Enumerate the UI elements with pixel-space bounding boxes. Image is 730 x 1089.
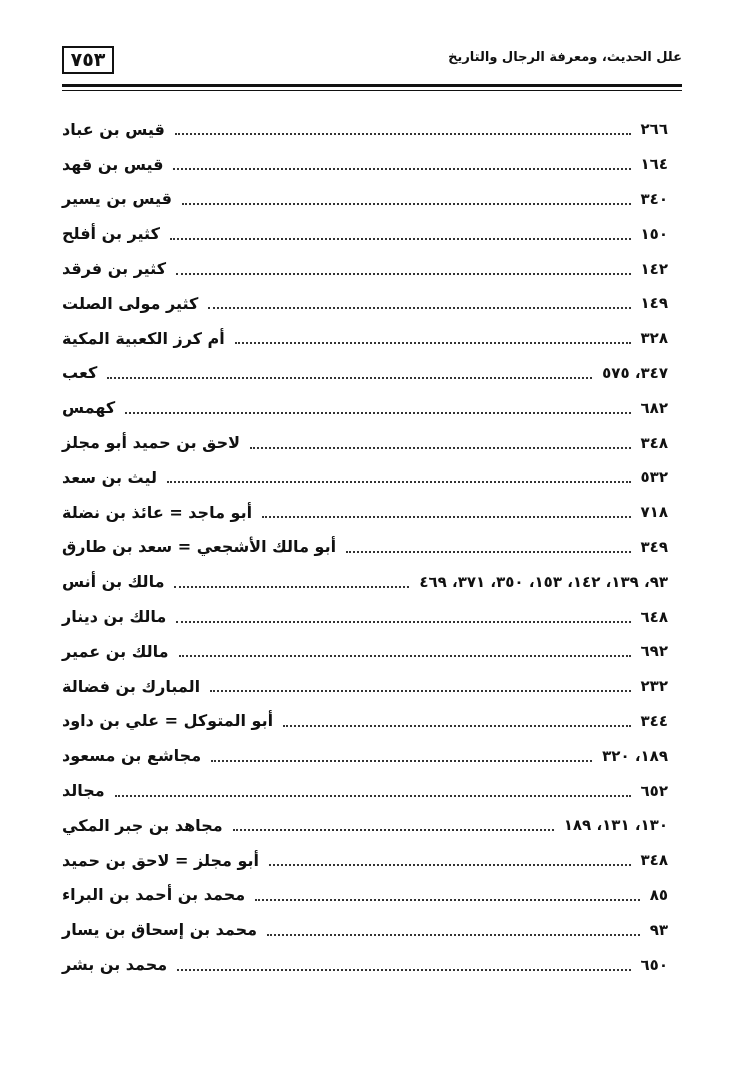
entry-name: كثير بن فرقد [62, 259, 167, 279]
index-entry [62, 530, 668, 565]
entry-pages: ٦٥٢ [640, 781, 668, 800]
entry-pages: ٩٣ [649, 920, 668, 939]
entry-pages: ١٤٩ [640, 294, 668, 313]
entry-pages: ٦٩٢ [640, 642, 668, 661]
entry-pages: ١٤٢ [640, 259, 668, 278]
dot-leader [210, 690, 630, 692]
index-entry [62, 147, 668, 182]
entry-pages: ١٨٩، ٣٢٠ [602, 746, 668, 765]
dot-leader [235, 342, 631, 344]
dot-leader [175, 133, 631, 135]
entry-name: كهمس [62, 398, 116, 418]
entry-name: أبو مالك الأشجعي = سعد بن طارق [62, 537, 337, 557]
entry-pages: ٥٣٢ [640, 468, 668, 487]
index-list [62, 112, 668, 982]
entry-name: أبو ماجد = عائذ بن نضلة [62, 502, 253, 522]
entry-name: أم كرز الكعبية المكية [62, 328, 225, 348]
index-entry [62, 425, 668, 460]
dot-leader [346, 551, 630, 553]
index-entry [62, 704, 668, 739]
index-entry [62, 912, 668, 947]
index-entry [62, 808, 668, 843]
entry-pages: ٦٨٢ [640, 398, 668, 417]
entry-pages: ١٣٠، ١٣١، ١٨٩ [563, 816, 668, 835]
entry-pages: ٣٢٨ [640, 329, 668, 348]
index-entry [62, 564, 668, 599]
dot-leader [267, 934, 640, 936]
page-header [62, 46, 682, 78]
entry-name: مالك بن دينار [62, 607, 167, 627]
entry-pages: ٧١٨ [640, 503, 668, 522]
dot-leader [174, 586, 409, 588]
index-entry [62, 390, 668, 425]
entry-name: قيس بن قهد [62, 154, 164, 174]
index-entry [62, 286, 668, 321]
entry-name: محمد بن إسحاق بن يسار [62, 920, 258, 940]
dot-leader [176, 273, 631, 275]
dot-leader [233, 829, 554, 831]
entry-pages: ٣٤٧، ٥٧٥ [602, 363, 668, 382]
entry-name: مجاهد بن جبر المكي [62, 815, 223, 835]
dot-leader [115, 795, 631, 797]
dot-leader [125, 412, 630, 414]
entry-pages: ٢٣٢ [640, 677, 668, 696]
index-entry [62, 356, 668, 391]
entry-name: كعب [62, 363, 98, 383]
entry-name: أبو المتوكل = علي بن داود [62, 711, 274, 731]
index-entry [62, 251, 668, 286]
index-entry [62, 321, 668, 356]
index-entry [62, 182, 668, 217]
index-entry [62, 599, 668, 634]
index-entry [62, 216, 668, 251]
entry-pages: ٦٤٨ [640, 607, 668, 626]
entry-pages: ٣٤٩ [640, 537, 668, 556]
entry-name: المبارك بن فضالة [62, 676, 201, 696]
dot-leader [269, 864, 631, 866]
entry-pages: ٣٤٨ [640, 433, 668, 452]
index-entry [62, 878, 668, 913]
dot-leader [262, 516, 630, 518]
dot-leader [182, 203, 631, 205]
page-title: علل الحديث، ومعرفة الرجال والتاريخ [448, 50, 682, 65]
index-entry [62, 495, 668, 530]
entry-name: قيس بن عباد [62, 119, 165, 139]
entry-pages: ٩٣، ١٣٩، ١٤٢، ١٥٣، ٣٥٠، ٣٧١، ٤٦٩ [419, 572, 668, 591]
entry-name: كثير بن أفلح [62, 224, 160, 244]
entry-name: لاحق بن حميد أبو مجلز [62, 433, 241, 453]
entry-name: مالك بن عمير [62, 641, 169, 661]
entry-name: قيس بن يسير [62, 189, 172, 209]
entry-pages: ٣٤٠ [640, 189, 668, 208]
dot-leader [250, 447, 631, 449]
entry-name: ليث بن سعد [62, 467, 158, 487]
index-entry [62, 634, 668, 669]
dot-leader [255, 899, 640, 901]
index-entry [62, 843, 668, 878]
dot-leader [167, 481, 631, 483]
header-rule-thin [62, 90, 682, 91]
entry-name: مجالد [62, 781, 105, 801]
index-entry [62, 460, 668, 495]
dot-leader [283, 725, 630, 727]
index-entry [62, 947, 668, 982]
entry-name: محمد بن أحمد بن البراء [62, 885, 246, 905]
dot-leader [177, 969, 630, 971]
entry-pages: ١٥٠ [640, 224, 668, 243]
entry-pages: ٣٤٨ [640, 851, 668, 870]
index-entry [62, 112, 668, 147]
dot-leader [107, 377, 592, 379]
entry-name: مالك بن أنس [62, 572, 165, 592]
index-entry [62, 669, 668, 704]
header-rule-thick [62, 84, 682, 87]
dot-leader [170, 238, 631, 240]
dot-leader [173, 168, 630, 170]
index-entry [62, 738, 668, 773]
entry-pages: ٣٤٤ [640, 711, 668, 730]
index-entry [62, 773, 668, 808]
entry-name: أبو مجلز = لاحق بن حميد [62, 850, 260, 870]
entry-name: محمد بن بشر [62, 955, 168, 975]
dot-leader [208, 307, 630, 309]
page-number: ٧٥٣ [62, 46, 114, 74]
entry-pages: ٢٦٦ [640, 120, 668, 139]
entry-name: كثير مولى الصلت [62, 293, 199, 313]
entry-pages: ٨٥ [649, 885, 668, 904]
entry-pages: ٦٥٠ [640, 955, 668, 974]
entry-name: مجاشع بن مسعود [62, 746, 202, 766]
entry-pages: ١٦٤ [640, 155, 668, 174]
dot-leader [179, 655, 631, 657]
dot-leader [176, 621, 630, 623]
dot-leader [211, 760, 592, 762]
